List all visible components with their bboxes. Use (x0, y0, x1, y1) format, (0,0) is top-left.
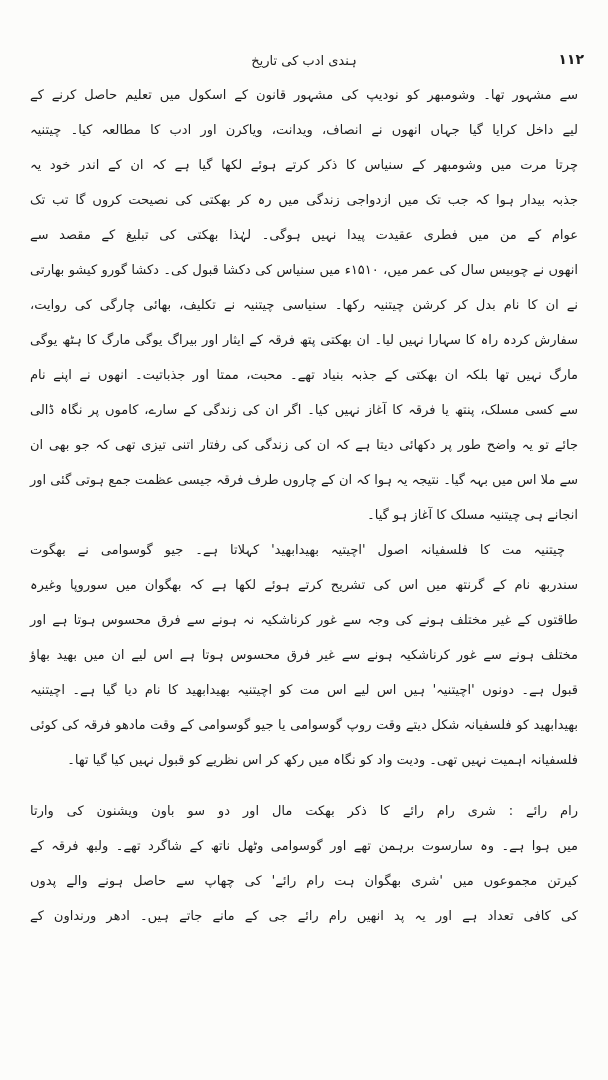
text-line: کیرتن مجموعوں میں 'شری بھگوان ہت رام رائے' کی چھاپ سے حاصل ہونے والے پدوں (30, 874, 578, 889)
text-line: فلسفیانہ اہمیت نہیں تھی۔ ودیت واد کو نگاہ میں رکھ کر اس نظریے کو قبول نہیں کیا گیا تھا۔ (67, 753, 578, 768)
text-line: سے مشہور تھا۔ وشومبھر کو نودیپ کی مشہور قانون کے اسکول میں تعلیم حاصل کرنے کے (30, 88, 578, 103)
paragraph (30, 533, 578, 778)
text-line: میں ہوا ہے۔ وہ سارسوت برہمن تھے اور گوسوامی وٹھل ناتھ کے شاگرد تھے۔ ولبھ فرقہ کے (30, 839, 578, 854)
text-line: سے کسی مسلک، پنتھ یا فرقہ کا آغاز نہیں کیا۔ اگر ان کی زندگی کے سارے، کاموں پر نگاہ ڈالی (30, 403, 578, 418)
text-line: چیتنیہ مت کا فلسفیانہ اصول 'اچیتیہ بھیدابھید' کہلاتا ہے۔ جیو گوسوامی نے بھگوت (30, 543, 565, 558)
text-line: سے ملا اس میں بہہ گیا۔ نتیجہ یہ ہوا کہ ان کے چاروں طرف فرقہ جیسی عظمت جمع ہوتی گئی اور (30, 473, 578, 488)
text-line: مارگ نہیں تھا بلکہ ان بھکتی کے جذبہ بنیاد تھے۔ محبت، ممتا اور جذباتیت۔ انھوں نے اپنے نام (30, 368, 578, 383)
paragraph (30, 794, 578, 934)
text-line: کی کافی تعداد ہے اور یہ پد انھیں رام رائے جی کے مانے جاتے ہیں۔ ادھر ورنداون کے (30, 909, 578, 924)
text-line: لیے داخل کرایا گیا جہاں انھوں نے انصاف، ویدانت، ویاکرن اور ادب کا مطالعہ کیا۔ چیتنیہ (30, 123, 578, 138)
text-line: انجانے ہی چیتنیہ مسلک کا آغاز ہو گیا۔ (367, 508, 578, 523)
text-line: عوام کے من میں فطری عقیدت پیدا نہیں ہوگی۔ لہٰذا بھکتی کی تبلیغ کے مقصد سے (30, 228, 578, 243)
text-line: طاقتوں کے غیر مختلف ہونے کی وجہ سے غور کرناشکیہ نہ ہونے سے فرق محسوس ہوتا ہے اور (30, 613, 578, 628)
text-line: سفارش کردہ راہ کا سہارا نہیں لیا۔ ان بھکتی پتھ فرقہ کے ایثار اور بیراگ یوگی مارگ کا ہٹھ یوگی (30, 333, 578, 348)
running-header (0, 0, 608, 78)
text-line: نے ان کا نام بدل کر کرشن چیتنیہ رکھا۔ سنیاسی چیتنیہ نے تکلیف، بھائی چارگی کی روایت، (30, 298, 578, 313)
text-line: سندربھ نام کے گرنتھ میں اس کی تشریح کرتے ہوئے لکھا ہے کہ بھگوان میں سوروپا وغیرہ (30, 578, 578, 593)
page-number: ۱۱۲ (558, 52, 584, 68)
text-line: رام رائے : شری رام رائے کا ذکر بھکت مال اور دو سو باون ویشنون کی وارتا (30, 804, 578, 819)
text-line: جذبہ بیدار ہوا کہ جب تک میں ازدواجی زندگی میں رہ کر بھکتی کی نصیحت کروں گا تب تک (30, 193, 578, 208)
body-text (30, 78, 578, 934)
paragraph (30, 78, 578, 533)
text-line: جائے تو یہ واضح طور پر دکھائی دیتا ہے کہ ان کی زندگی کی رفتار اتنی تیزی تھی کہ جو بھی ان (30, 438, 578, 453)
text-line: انھوں نے چوبیس سال کی عمر میں، ۱۵۱۰ء میں سنیاس کی دکشا قبول کی۔ دکشا گورو کیشو بھارتی (30, 263, 578, 278)
text-line: بھیدابھید کو فلسفیانہ شکل دیتے وقت روپ گوسوامی یا جیو گوسوامی کے وقت مادھو فرقہ کی کوئی (30, 718, 578, 733)
text-line: مختلف ہونے سے غور کرناشکیہ ہونے سے غیر فرق محسوس ہوتا ہے اس لیے ان میں بھید بھاؤ (30, 648, 578, 663)
text-line: چرتا مرت میں وشومبھر کے سنیاس کا ذکر کرتے ہوئے لکھا گیا ہے کہ ان کے اندر خود یہ (30, 158, 578, 173)
text-line: قبول ہے۔ دونوں 'اچیتنیہ' ہیں اس لیے اس مت کو اچیتنیہ بھیدابھید کا نام دیا گیا ہے۔ اچیتنیہ (30, 683, 578, 698)
book-title: ہندی ادب کی تاریخ (251, 54, 357, 69)
